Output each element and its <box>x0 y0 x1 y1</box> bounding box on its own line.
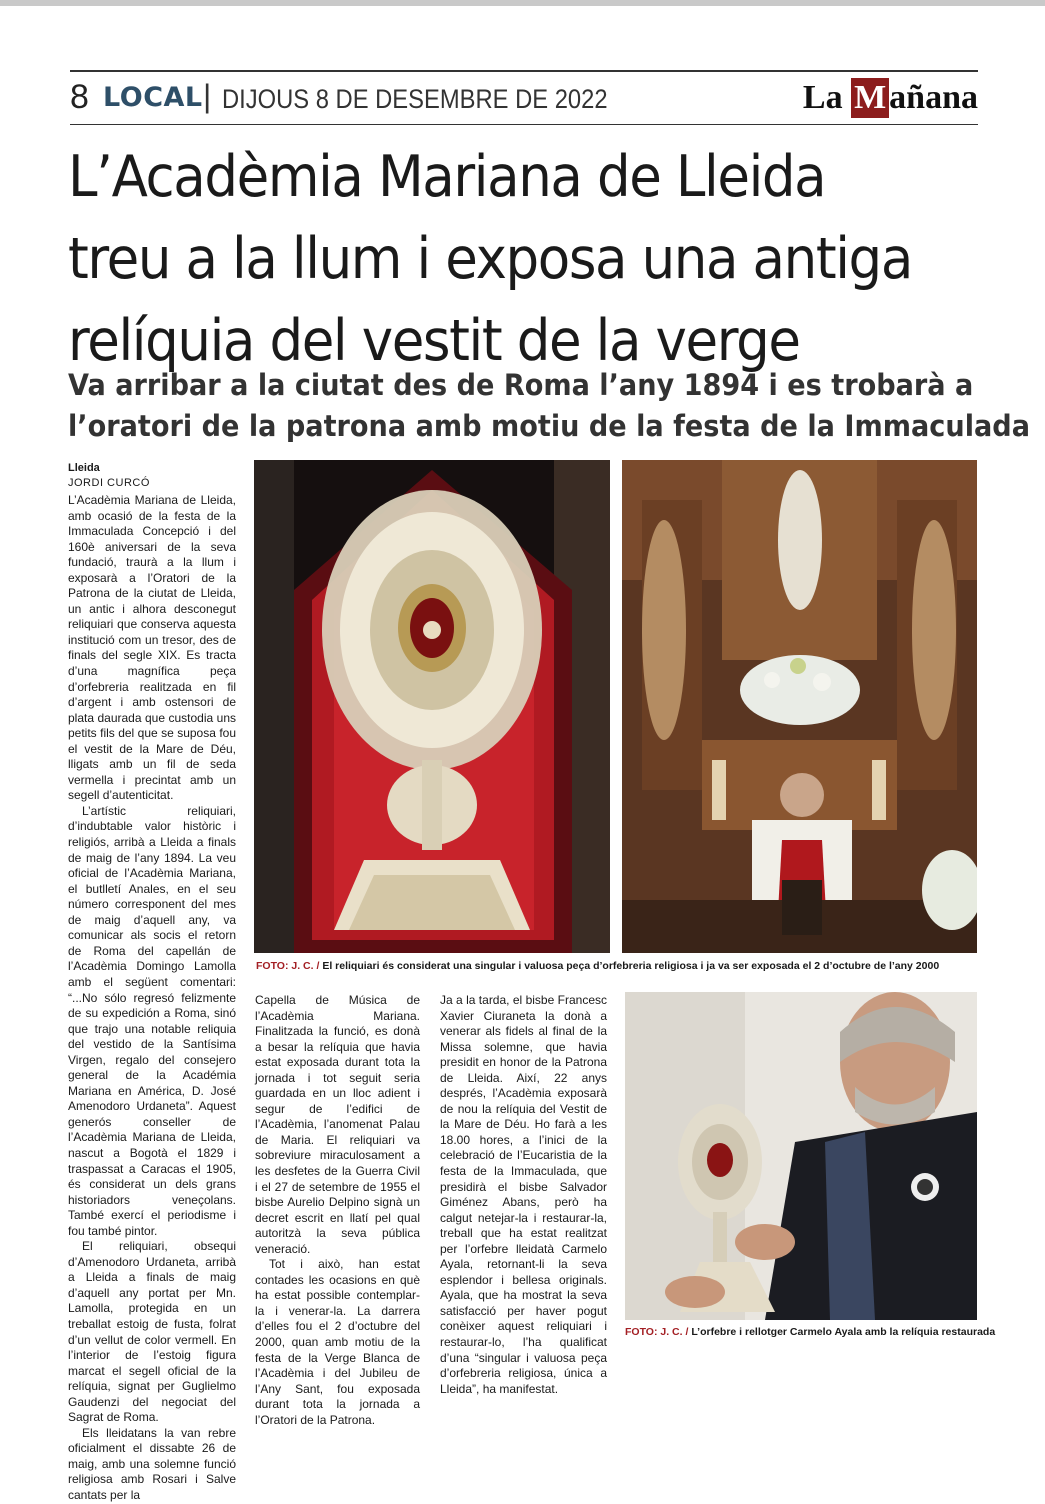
header-rule-top <box>70 70 978 72</box>
body-paragraph: Els lleidatans la van rebre oficialment el dissabte 26 de maig, amb una solemne funció religiosa amb Rosari i Salve cantats per la <box>68 1425 236 1502</box>
caption-credit: FOTO: J. C. / <box>256 960 320 972</box>
masthead-pre: La <box>802 79 852 116</box>
masthead-post: añana <box>889 79 978 116</box>
photo-caption-2 <box>625 1326 995 1338</box>
body-paragraph: Capella de Música de l’Acadèmia Mariana. Finalitzada la funció, es donà a besar la relíquia que havia estat exposada durant tota la jornada i tot seguit seria guardada en un lloc adient i segur de l’edifici de l’Acadèmia, l’anomenat Palau de Maria. El reliquiari va sobreviure miraculosament a les desfetes de la Guerra Civil i el 27 de setembre de 1955 el bisbe Aurelio Delpino signà un decret escrit en llatí pel qual autoritzà la seva pública veneració. <box>255 993 420 1256</box>
caption-text: El reliquiari és considerat una singular i valuosa peça d’orfebreria religiosa i ja va ser exposada el 2 d’octubre de l’any 2000 <box>319 960 940 972</box>
reliquary-photo <box>254 460 610 953</box>
issue-date: DIJOUS 8 DE DESEMBRE DE 2022 <box>222 84 608 114</box>
subhead-line: l’oratori de la patrona amb motiu de la festa de la Immaculada <box>68 409 1030 443</box>
body-paragraph: L’Acadèmia Mariana de Lleida, amb ocasió de la festa de la Immaculada Concepció i del 160è aniversari de la seva fundació, traurà a la llum i exposarà a l’Oratori de la Patrona de la ciutat de Lleida, un antic i alhora desconegut reliquiari que conserva aquesta institució com un tresor, des de finals del segle XIX. Es tracta d’una magnífica peça d’orfebreria realitzada en fil d’argent i amb ostensori de plata daurada que custodia uns petits fils del que se suposa fou el vestit de la Mare de Déu, lligats amb un fil de seda vermella i precintat amb un segell d’autenticitat. <box>68 493 236 803</box>
page-number: 8 <box>70 78 89 116</box>
headline <box>68 136 919 382</box>
masthead-m-block: M <box>851 78 889 118</box>
headline-line: L’Acadèmia Mariana de Lleida <box>68 144 826 210</box>
body-paragraph: Ja a la tarda, el bisbe Francesc Xavier Ciuraneta la donà a venerar als fidels al final de la Missa solemne, que havia presidit en honor de la Patrona de Lleida. Així, 22 anys després, l’Acadèmia exposarà de nou la relíquia del Vestit de la Mare de Déu. Ho farà a les 18.00 hores, a l’inici de la celebració de l’Eucaristia de la festa de la Immaculada, que presidirà el bisbe Salvador Giménez Abans, però ha calgut netejar-la i restaurar-la, treball que ha estat realitzat per l’orfebre lleidatà Carmelo Ayala, retornant-li la seva esplendor i bellesa originals. Ayala, que ha mostrat la seva satisfacció per haver pogut conèixer aquest reliquiari i restaurar-lo, l’ha qualificat d’una “singular i valuosa peça d’orfebreria religiosa, única a Lleida”, ha manifestat. <box>440 993 607 1396</box>
page-header <box>70 78 978 122</box>
headline-line: treu a la llum i exposa una antiga <box>68 226 912 292</box>
dateline-location: Lleida <box>68 462 100 474</box>
reliquary-photo-art <box>254 460 610 953</box>
altar-photo-art <box>622 460 977 953</box>
author-byline: JORDI CURCÓ <box>68 477 150 489</box>
body-paragraph: El reliquiari, obsequi d’Amenodoro Urdaneta, arribà a Lleida a finals de maig d’aquell any portat per Mn. Lamolla, protegida en un treballat estoig de fusta, folrat d’un vellut de color vermell. En l’interior de l’estoig figura marcat el segell oficial de la relíquia, signat per Guglielmo Gaudenzi del negociat del Sagrat de Roma. <box>68 1239 236 1425</box>
photo-caption-1 <box>256 960 939 972</box>
article-column-3 <box>440 993 607 1397</box>
goldsmith-photo <box>625 992 977 1320</box>
body-paragraph: Tot i això, han estat contades les ocasions en què ha estat possible contemplar-la i venerar-la. La darrera d’elles fou el 2 d’octubre del 2000, quan amb motiu de la festa de la Verge Blanca de l’Acadèmia i del Jubileu de l’Any Sant, fou exposada durant tota la jornada a l’Oratori de la Patrona. <box>255 1257 420 1427</box>
top-gray-bar <box>0 0 1045 6</box>
header-separator: | <box>203 78 212 114</box>
masthead-logo <box>803 78 978 118</box>
caption-text: L’orfebre i rellotger Carmelo Ayala amb la relíquia restaurada <box>688 1326 996 1338</box>
section-label: LOCAL <box>103 82 203 113</box>
article-column-2 <box>255 993 420 1428</box>
altar-photo <box>622 460 977 953</box>
caption-credit: FOTO: J. C. / <box>625 1326 689 1338</box>
body-paragraph: L’artístic reliquiari, d’indubtable valor històric i religiós, arribà a Lleida a finals de maig de l’any 1894. La veu oficial de l’Acadèmia Mariana, el butlletí Anales, en el seu número corresponent del mes de maig d’aquell any, va comunicar als socis el retorn de Roma del capellán de l’Acadèmia Domingo Lamolla amb el següent comentari: “...No sólo regresó felizmente de su expedición a Roma, sinó que trajo una notable reliquia del vestido de la Santísima Virgen, regalo del consejero general de la Académia Mariana en América, D. José Amenodoro Urdaneta”. Aquest generós conseller de l’Acadèmia Mariana de Lleida, nascut a Bogotà el 1829 i traspassat a Caracas el 1905, és considerat un dels grans historiadors veneçolans. També exercí el periodisme i fou també pintor. <box>68 803 236 1238</box>
goldsmith-photo-art <box>625 992 977 1320</box>
header-rule-bottom <box>70 124 978 125</box>
subhead-line: Va arribar a la ciutat des de Roma l’any 1894 i es trobarà a <box>68 368 974 402</box>
article-column-1 <box>68 493 236 1504</box>
subheadline <box>68 365 1030 447</box>
headline-line: relíquia del vestit de la verge <box>68 308 800 374</box>
